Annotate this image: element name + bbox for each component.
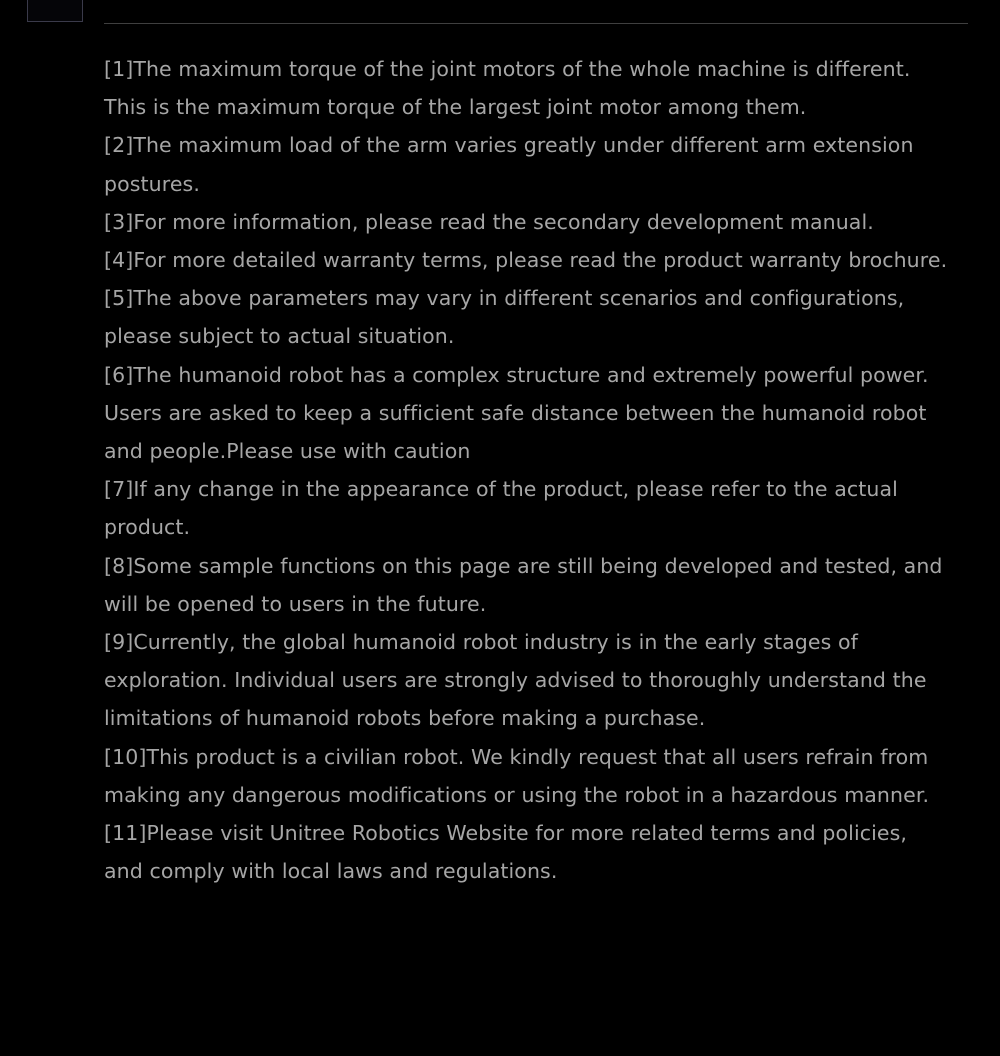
- footnotes-list: [104, 50, 949, 890]
- footnote-6: [6]The humanoid robot has a complex structure and extremely powerful power. Users are asked to keep a sufficient safe distance between the humanoid robot and people.Please use with caution: [104, 362, 929, 464]
- footnote-1: [1]The maximum torque of the joint motors of the whole machine is different. This is the maximum torque of the largest joint motor among them.: [104, 57, 911, 120]
- footnote-8: [8]Some sample functions on this page are still being developed and tested, and will be opened to users in the future.: [104, 553, 943, 616]
- footnote-3: [3]For more information, please read the secondary development manual.: [104, 209, 874, 234]
- footnote-5: [5]The above parameters may vary in different scenarios and configurations, please subject to actual situation.: [104, 286, 905, 349]
- footnote-2: [2]The maximum load of the arm varies greatly under different arm extension postures.: [104, 133, 914, 196]
- footnote-11: [11]Please visit Unitree Robotics Website for more related terms and policies, and comply with local laws and regulations.: [104, 821, 908, 884]
- header-divider: [104, 23, 968, 24]
- footnote-9: [9]Currently, the global humanoid robot industry is in the early stages of exploration. Individual users are strongly advised to thoroughly understand the limitations of humanoid robots before making a purchase.: [104, 630, 927, 731]
- footnote-10: [10]This product is a civilian robot. We kindly request that all users refrain from making any dangerous modifications or using the robot in a hazardous manner.: [104, 744, 930, 807]
- footnote-4: [4]For more detailed warranty terms, please read the product warranty brochure.: [104, 248, 948, 273]
- footnote-7: [7]If any change in the appearance of the product, please refer to the actual product.: [104, 477, 898, 540]
- header-corner-box: [27, 0, 83, 22]
